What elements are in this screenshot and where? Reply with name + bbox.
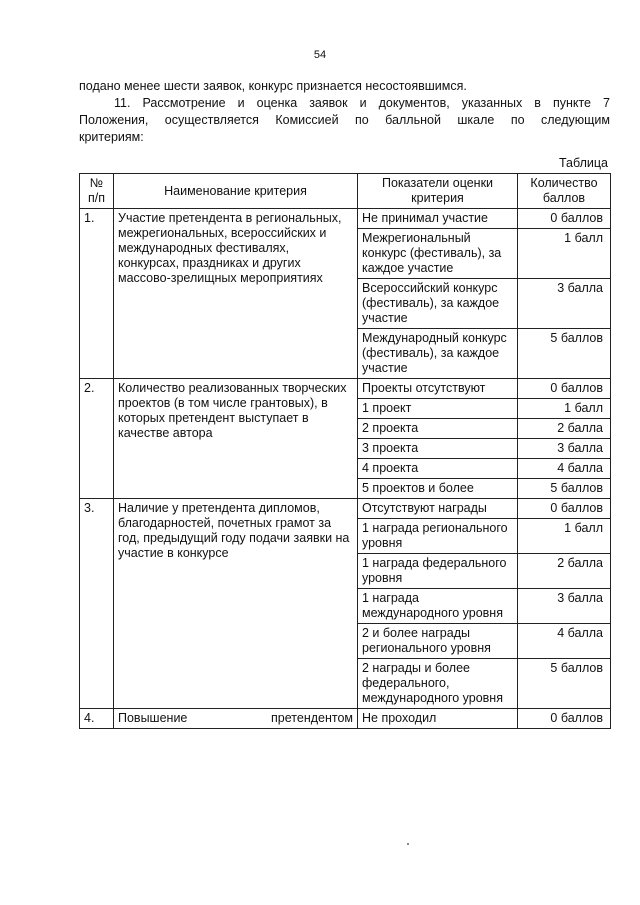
indicator-cell: Отсутствуют награды	[358, 499, 518, 519]
indicator-cell: 4 проекта	[358, 459, 518, 479]
indicator-cell: Не принимал участие	[358, 209, 518, 229]
indicator-cell: Международный конкурс (фестиваль), за каждое участие	[358, 329, 518, 379]
paragraph-line: Положения, осуществляется Комиссией по балльной шкале по следующим	[79, 113, 610, 127]
indicator-cell: 2 награды и более федерального, международного уровня	[358, 659, 518, 709]
criterion-name: Наличие у претендента дипломов, благодарностей, почетных грамот за год, предыдущий году подачи заявки на участие в конкурсе	[114, 499, 358, 709]
points-cell: 1 балл	[518, 519, 611, 554]
indicator-cell: 2 проекта	[358, 419, 518, 439]
paragraph-line: 11. Рассмотрение и оценка заявок и документов, указанных в пункте 7	[114, 96, 610, 110]
scan-speck	[407, 843, 409, 845]
criterion-name: Количество реализованных творческих проектов (в том числе грантовых), в которых претендент выступает в качестве автора	[114, 379, 358, 499]
points-cell: 4 балла	[518, 624, 611, 659]
points-cell: 0 баллов	[518, 709, 611, 729]
table-row	[80, 709, 611, 729]
criterion-name: Участие претендента в региональных, межрегиональных, всероссийских и международных фестивалях, конкурсах, праздниках и других массово-зрелищных мероприятиях	[114, 209, 358, 379]
points-cell: 0 баллов	[518, 379, 611, 399]
criterion-number: 1.	[80, 209, 114, 379]
table-row	[80, 209, 611, 229]
criteria-table	[79, 173, 611, 729]
indicator-cell: 3 проекта	[358, 439, 518, 459]
indicator-cell: 1 награда международного уровня	[358, 589, 518, 624]
indicator-cell: Не проходил	[358, 709, 518, 729]
indicator-cell: 5 проектов и более	[358, 479, 518, 499]
indicator-cell: 2 и более награды регионального уровня	[358, 624, 518, 659]
indicator-cell: 1 награда федерального уровня	[358, 554, 518, 589]
points-cell: 5 баллов	[518, 659, 611, 709]
criterion-number: 3.	[80, 499, 114, 709]
points-cell: 2 балла	[518, 419, 611, 439]
header-points: Количество баллов	[518, 174, 611, 209]
points-cell: 5 баллов	[518, 329, 611, 379]
indicator-cell: 1 проект	[358, 399, 518, 419]
criterion-number: 4.	[80, 709, 114, 729]
points-cell: 1 балл	[518, 399, 611, 419]
header-criterion-name: Наименование критерия	[114, 174, 358, 209]
points-cell: 3 балла	[518, 439, 611, 459]
header-indicators: Показатели оценки критерия	[358, 174, 518, 209]
indicator-cell: Межрегиональный конкурс (фестиваль), за каждое участие	[358, 229, 518, 279]
page-number: 54	[313, 49, 327, 61]
points-cell: 3 балла	[518, 279, 611, 329]
points-cell: 4 балла	[518, 459, 611, 479]
points-cell: 5 баллов	[518, 479, 611, 499]
header-number: № п/п	[80, 174, 114, 209]
criterion-number: 2.	[80, 379, 114, 499]
indicator-cell: 1 награда регионального уровня	[358, 519, 518, 554]
paragraph-line: подано менее шести заявок, конкурс признается несостоявшимся.	[79, 79, 467, 93]
table-caption: Таблица	[558, 156, 608, 170]
table-header-row	[80, 174, 611, 209]
table-row	[80, 499, 611, 519]
points-cell: 0 баллов	[518, 209, 611, 229]
paragraph-line: критериям:	[79, 130, 144, 144]
indicator-cell: Всероссийский конкурс (фестиваль), за каждое участие	[358, 279, 518, 329]
points-cell: 0 баллов	[518, 499, 611, 519]
points-cell: 3 балла	[518, 589, 611, 624]
points-cell: 2 балла	[518, 554, 611, 589]
points-cell: 1 балл	[518, 229, 611, 279]
indicator-cell: Проекты отсутствуют	[358, 379, 518, 399]
table-row	[80, 379, 611, 399]
criterion-name: Повышение претендентом	[114, 709, 358, 729]
